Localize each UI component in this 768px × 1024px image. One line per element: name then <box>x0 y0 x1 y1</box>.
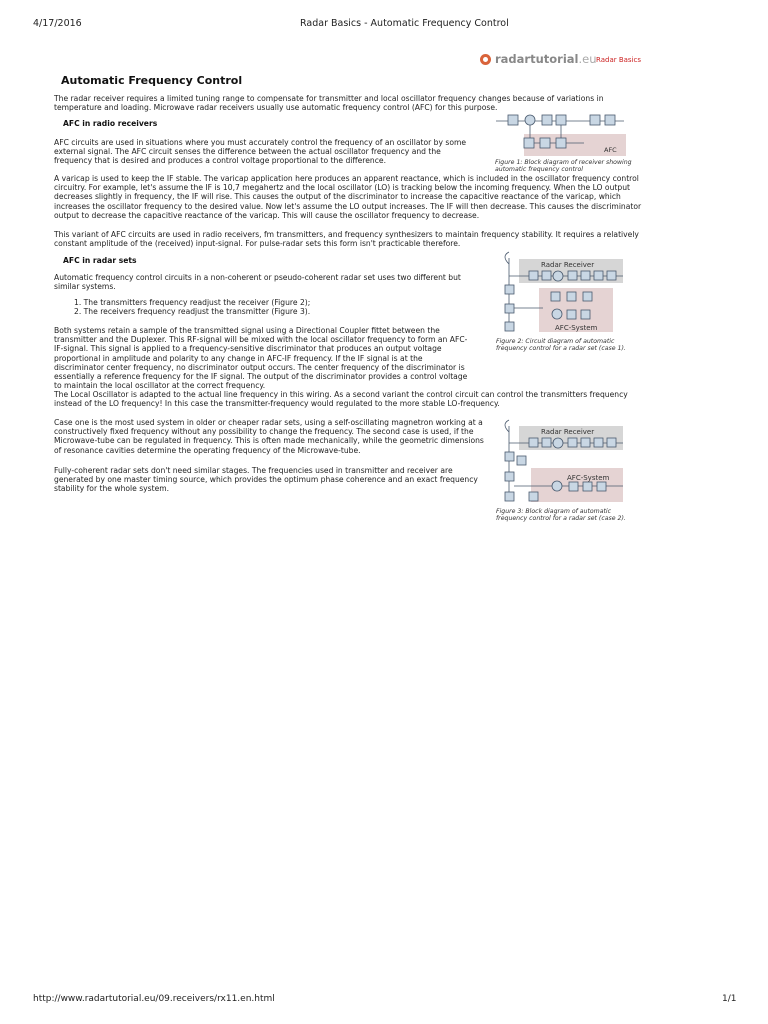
afc-mixer-symbol <box>552 309 562 319</box>
rx-block <box>594 438 603 447</box>
section1-paragraph-2: A varicap is used to keep the IF stable. The varicap application here produces an apparent reactance, which is included in the oscillator frequency control circuitry. For example, let's assume the IF is 10,7 megahertz and the local oscillator (LO) is tracking below the incoming frequency. When the LO output decreases slightly in frequency, the IF will rise. This causes the output of the discriminator to increase the capacitive reactance of the varicap, which increases the oscillator frequency to the desired value. Now let's assume the LO output increases. The IF will then decrease. This causes the discriminator output to decrease the capacitive reactance of the varicap. This will cause the oscillator frequency to decrease. <box>54 174 642 220</box>
logo-text: radartutorial <box>495 52 579 66</box>
afc-systems-list <box>74 298 474 316</box>
mixer-symbol <box>525 115 535 125</box>
if-amp-block <box>542 115 552 125</box>
section2-paragraph-3: The Local Oscillator is adapted to the actual line frequency in this wiring. As a second variant the control circuit can control the transmitters frequency instead of the LO frequency! In this case the transmitter-frequency would regulated to the more stable LO-frequency. <box>54 390 628 409</box>
figure-2-diagram <box>495 250 631 336</box>
transmitter-block <box>505 322 514 331</box>
duplexer-block <box>505 452 514 461</box>
tuning-block <box>529 492 538 501</box>
afc-system-label: AFC-System <box>567 474 610 482</box>
rx-block <box>529 438 538 447</box>
section2-paragraph-2: Both systems retain a sample of the transmitted signal using a Directional Coupler fittet between the transmitter and the Duplexer. This RF-signal will be mixed with the local oscillator frequency to form an AFC-IF-signal. This signal is applied to a frequency-sensitive discriminator that produces an output voltage proportional in amplitude and polarity to any change in AFC-IF frequency. If the IF signal is at the discriminator center frequency, no discriminator output occurs. The center frequency of the discriminator is essentially a reference frequency for the IF signal. The output of the discriminator provides a control voltage to maintain the local oscillator at the correct frequency. <box>54 326 468 391</box>
afc-label: AFC <box>604 146 617 154</box>
duplexer-block <box>505 285 514 294</box>
print-page-title: Radar Basics - Automatic Frequency Control <box>300 18 509 29</box>
rx-block <box>594 271 603 280</box>
section2-paragraph-1: Automatic frequency control circuits in a non-coherent or pseudo-coherent radar set uses two different but similar systems. <box>54 273 461 292</box>
figure-2-caption: Figure 2: Circuit diagram of automatic frequency control for a radar set (case 1). <box>496 338 626 353</box>
afc-block <box>583 292 592 301</box>
transmitter-block <box>505 492 514 501</box>
breadcrumb-link[interactable]: Radar Basics <box>596 56 642 64</box>
print-date: 4/17/2016 <box>33 18 82 29</box>
print-url[interactable]: http://www.radartutorial.eu/09.receivers/rx11.en.html <box>33 994 275 1004</box>
detector-block <box>590 115 600 125</box>
mixer-symbol <box>553 271 563 281</box>
afc-mixer-symbol <box>552 481 562 491</box>
receiver-label: Radar Receiver <box>541 261 595 269</box>
site-logo[interactable] <box>480 52 597 66</box>
discriminator-block <box>597 482 606 491</box>
figure-3-diagram <box>495 418 631 508</box>
rx-block <box>542 271 551 280</box>
intro-paragraph: The radar receiver requires a limited tuning range to compensate for transmitter and local oscillator frequency changes because of variations in temperature and loading. Microwave radar receivers usually use automatic frequency control (AFC) for this purpose. <box>54 94 604 113</box>
rx-block <box>568 271 577 280</box>
rx-block <box>529 271 538 280</box>
afc-block <box>583 482 592 491</box>
lo-block <box>524 138 534 148</box>
filter-block <box>556 115 566 125</box>
lo-block <box>517 456 526 465</box>
logo-icon <box>480 54 491 65</box>
list-item: 1. The transmitters frequency readjust the receiver (Figure 2); <box>74 298 311 307</box>
antenna-icon <box>505 420 509 432</box>
figure-1-diagram <box>494 110 628 158</box>
afc-block <box>567 292 576 301</box>
rx-block <box>581 271 590 280</box>
logo-tld: .eu <box>578 52 597 66</box>
print-page-number: 1/1 <box>722 994 737 1004</box>
figure-3-caption: Figure 3: Block diagram of automatic frequency control for a radar set (case 2). <box>496 508 626 523</box>
discriminator-block <box>581 310 590 319</box>
receiver-label: Radar Receiver <box>541 428 595 436</box>
video-amp-block <box>605 115 615 125</box>
section2-paragraph-4: Case one is the most used system in older or cheaper radar sets, using a self-oscillating magnetron working at a constructively fixed frequency without any possibility to change the frequency. The second case is used, if the Microwave-tube can be regulated in frequency. This is often made mechanically, while the geometric dimensions of resonance cavities determine the operating frequency of the Microwave-tube. <box>54 418 484 455</box>
lo-block <box>551 292 560 301</box>
coupler-block <box>505 304 514 313</box>
rx-block <box>568 438 577 447</box>
list-item: 2. The receivers frequency readjust the transmitter (Figure 3). <box>74 307 311 317</box>
page-title: Automatic Frequency Control <box>61 74 243 87</box>
section-heading-radio: AFC in radio receivers <box>63 119 158 128</box>
section2-paragraph-5: Fully-coherent radar sets don't need similar stages. The frequencies used in transmitter and receiver are generated by one master timing source, which provides the optimum phase coherence and an exact frequency stability for the whole system. <box>54 466 478 494</box>
rf-amp-block <box>508 115 518 125</box>
rx-block <box>581 438 590 447</box>
antenna-icon <box>505 252 509 264</box>
discriminator-block <box>556 138 566 148</box>
afc-block <box>569 482 578 491</box>
section1-paragraph-3: This variant of AFC circuits are used in radio receivers, fm transmitters, and frequency synthesizers to maintain frequency stability. It requires a relatively constant amplitude of the (received) input-signal. For pulse-radar sets this form isn't practicable therefore. <box>54 230 639 249</box>
section-heading-radar: AFC in radar sets <box>63 256 137 265</box>
rx-block <box>542 438 551 447</box>
varicap-block <box>540 138 550 148</box>
coupler-block <box>505 472 514 481</box>
mixer-symbol <box>553 438 563 448</box>
rx-block <box>607 271 616 280</box>
afc-block <box>567 310 576 319</box>
afc-system-label: AFC-System <box>555 324 598 332</box>
figure-1-caption: Figure 1: Block diagram of receiver showing automatic frequency control <box>495 159 632 174</box>
rx-block <box>607 438 616 447</box>
section1-paragraph-1: AFC circuits are used in situations where you must accurately control the frequency of an oscillator by some external signal. The AFC circuit senses the difference between the actual oscillator frequency and the frequency that is desired and produces a control voltage proportional to the difference. <box>54 138 467 166</box>
